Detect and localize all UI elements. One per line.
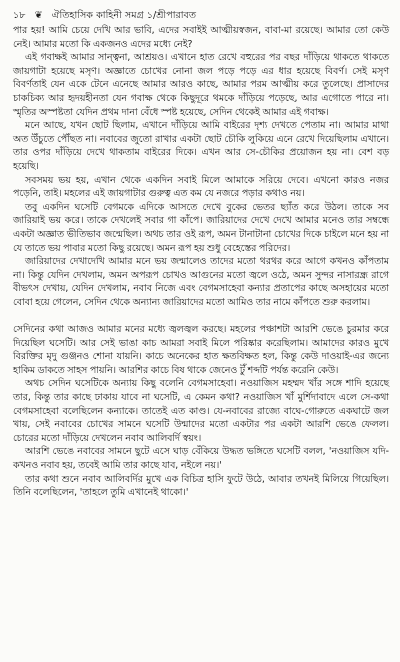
paragraph-3: মনে আছে, যখন ছোট ছিলাম, এখানে দাঁড়িয়ে আমি বাইরের দৃশ্য দেখতে পেতাম না। আমার মাথা অত উঁচুতে পৌঁছত না। নবাবের জুতো রাখার একটা ছোট চৌকি লুকিয়ে এনে রেখে দিয়েছিলাম এখানে। তার ওপর দাঁড়িয়ে দেখে থাকতাম বাইরের দিকে। এখন আর সে-চৌকির প্রয়োজন হয় না। বেশ বড় হয়েছি। xyxy=(13,120,389,172)
paragraph-1: পার হয়! আমি চেয়ে দেখি আর ভাবি, এদের সবাইই আত্মীয়স্বজন, বাবা-মা রয়েছে। আমার তো কেউ নেই। আমার মতো কি একজনও এদের মধ্যে নেই? xyxy=(13,25,389,50)
book-page xyxy=(13,9,389,500)
ornament-icon: ❦ xyxy=(34,10,43,21)
paragraph-6: জারিয়াদের দেখাদেখি আমার মনে ভয় জন্মালেও তাদের মতো থরথর করে আগে কখনও কাঁপতাম না। কিন্তু যেদিন দেখলাম, অমন অপরূপ চোখও আগুনের মতো জ্বলে ওঠে, অমন সুন্দর নাসারন্ধ্র রাগে বীভৎস দেখায়, যেদিন দেখলাম, নবাব নিজে এবং বেগমসাহেবা কন্যার প্রতাপের কাছে অসহায়ের মতো বোবা হয়ে গেলেন, সেদিন থেকে অন্যান্য জারিয়াদের মতো আমিও তার নামে কাঁপতে শুরু করলাম। xyxy=(13,256,389,308)
running-title: ঐতিহাসিক কাহিনী সমগ্র ১/শ্রীপারাবত xyxy=(51,10,197,21)
paragraph-9: আরশি ভেঙে নবাবের সামনে ছুটে এসে ঘাড় বেঁকিয়ে উদ্ধত ভঙ্গিতে ঘসেটি বলল, 'নওয়াজিস যদি-কখনও নবাব হয়, তবেই আমি তার কাছে যাব, নইলে নয়।' xyxy=(13,446,389,471)
page-number: ১৮ xyxy=(13,10,26,21)
page-header xyxy=(13,9,389,23)
paragraph-10: তার কথা শুনে নবাব আলিবর্দির মুখে এক বিচিত্র হাসি ফুটে উঠে, আবার তখনই মিলিয়ে গিয়েছিল। তিনি বলেছিলেন, 'তাহলে তুমি এখানেই থাকো।' xyxy=(13,473,389,499)
paragraph-5: তবু একদিন ঘসেটি বেগমকে এদিকে আসতে দেখে বুকের ভেতর ছ্যাঁত করে উঠল। তাকে সব জারিয়াই ভয় করে। তাকে দেখলেই সবার গা কাঁপে। জারিয়াদের দেখে দেখে আমার মনেও তার সম্বন্ধে একটা অজ্ঞাত ভীতিভাব জন্মেছিল। অথচ তার ওই রূপ, অমন টানাটানা চোখের দিকে চাইলে মনে হয় না যে তাতে ভয় পাবার মতো কিছু রয়েছে। অমন রূপ হয় শুধু বেহেস্তের পরিদের। xyxy=(13,201,389,254)
paragraph-8: অথচ সেদিন ঘসেটিকে অন্যায় কিছু বলেনি বেগমসাহেবা। নওয়াজিস মহম্মদ খাঁর সঙ্গে শাদি হয়েছে তার, কিন্তু তার কাছে ঢাকায় যাবে না ঘসেটি, এ কেমন কথা? নওয়াজিস খাঁ মুর্শিদাবাদে এলে সে-কথা বেগমসাহেবা বলেছিলেন কন্যাকে। তাতেই এত কাণ্ড। যে-নবাবের রাজ্যে বাঘে-গোরুতে একঘাটে জল খায়, সেই নবাবের চোখের সামনে ঘসেটি উন্মাদের মতো একটার পর একটা আরশি ভেঙে ফেলল। চোরের মতো দাঁড়িয়ে দেখলেন নবাব আলিবর্দি স্বয়ং। xyxy=(13,378,389,444)
paragraph-7: সেদিনের কথা আজও আমার মনের মধ্যে জ্বলজ্বল করছে। মহলের পঞ্চাশটা আরশি ভেঙে চুরমার করে দিয়েছিল ঘসেটি। আর সেই ভাঙা কাচ আমরা সবাই মিলে পরিষ্কার করেছিলাম। আমাদের কারও মুখে বিরক্তির মৃদু গুঞ্জনও শোনা যায়নি। কাচে অনেকের হাত ক্ষতবিক্ষত হল, কিন্তু কেউ দাওয়াই-এর জন্যে হাকিম ডাকতে সাহস পায়নি। আরশির কাচে বিষ থাকে জেনেও টুঁ শব্দটি পর্যন্ত করেনি কেউ। xyxy=(13,324,389,376)
section-break xyxy=(13,309,389,323)
paragraph-4: সবসময় ভয় হয়, এখান থেকে একদিন সবাই মিলে আমাকে সরিয়ে দেবে। এখনো কারও নজর পড়েনি, তাই। মহলের এই জায়গাটার গুরুত্ব এত কম যে নজরে পড়ার কথাও নয়। xyxy=(13,174,389,200)
paragraph-2: এই গবাক্ষই আমার সান্ত্বনা, আশ্রয়ও। এখানে হাত রেখে বহুরের পর বছর দাঁড়িয়ে থাকতে থাকতে জায়গাটা হয়েছে মসৃণ। অজ্ঞাতে চোখের নোনা জল পড়ে পড়ে এর ধার হয়েছে বিবর্ণ। সেই মসৃণ বিবর্ণতাই যেন একে টেনে এনেছে আমার আরও কাছে, আমার পরম আত্মীয় করে তুলেছে। প্রাসাদের চাকচিক্য আর হৃদয়হীনতা যেন গবাক্ষ থেকে কিছুদূরে থমকে দাঁড়িয়ে পড়েছে, আর এগোতে পারে না। স্মৃতির অস্পষ্টতা যেদিন প্রথম দানা বেঁধে স্পষ্ট হয়েছে, সেদিন থেকেই আমার এই গবাক্ষ। xyxy=(13,52,389,118)
